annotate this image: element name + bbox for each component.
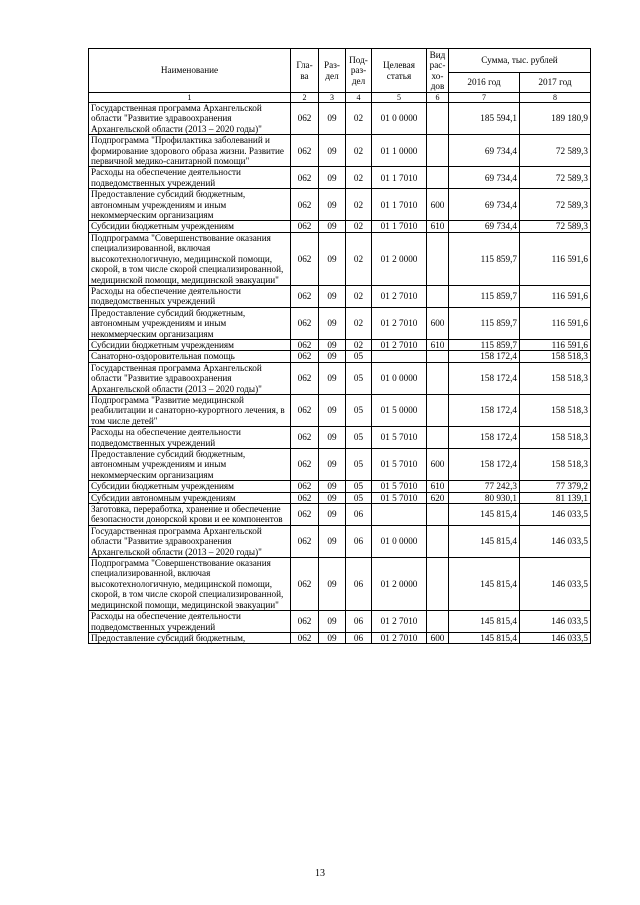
cell-y2016: 69 734,4	[449, 167, 520, 189]
cell-razdel: 09	[319, 135, 346, 167]
cell-razdel: 09	[319, 167, 346, 189]
cell-name: Расходы на обеспечение деятельности подведомственных учреждений	[89, 285, 291, 307]
cell-podrazdel: 02	[346, 285, 372, 307]
header-name: Наименование	[89, 49, 291, 93]
cell-razdel: 09	[319, 504, 346, 526]
cell-glava: 062	[291, 135, 319, 167]
cell-glava: 062	[291, 632, 319, 643]
cell-y2017: 77 379,2	[520, 481, 591, 492]
cell-y2017: 158 518,3	[520, 449, 591, 481]
cell-podrazdel: 05	[346, 362, 372, 394]
cell-target: 01 5 7010	[372, 481, 427, 492]
cell-y2017: 72 589,3	[520, 189, 591, 221]
cell-target: 01 0 0000	[372, 103, 427, 135]
cell-glava: 062	[291, 189, 319, 221]
cell-target: 01 0 0000	[372, 525, 427, 557]
cell-glava: 062	[291, 285, 319, 307]
cell-y2017: 158 518,3	[520, 427, 591, 449]
cell-vid	[427, 285, 449, 307]
cell-target: 01 1 7010	[372, 167, 427, 189]
cell-y2016: 158 172,4	[449, 449, 520, 481]
cell-target: 01 2 0000	[372, 558, 427, 611]
cell-vid	[427, 558, 449, 611]
cell-y2016: 115 859,7	[449, 285, 520, 307]
table-row	[89, 558, 591, 611]
cell-glava: 062	[291, 492, 319, 503]
cell-vid	[427, 167, 449, 189]
column-number: 6	[427, 93, 449, 103]
cell-glava: 062	[291, 362, 319, 394]
column-number: 7	[449, 93, 520, 103]
cell-name: Подпрограмма "Развитие медицинской реабилитации и санаторно-курортного лечения, в том числе детей"	[89, 394, 291, 426]
cell-glava: 062	[291, 611, 319, 633]
cell-podrazdel: 02	[346, 167, 372, 189]
cell-name: Государственная программа Архангельской области "Развитие здравоохранения Архангельской области (2013 – 2020 годы)"	[89, 525, 291, 557]
cell-name: Расходы на обеспечение деятельности подведомственных учреждений	[89, 167, 291, 189]
table-row	[89, 632, 591, 643]
header-sum: Сумма, тыс. рублей	[449, 49, 591, 73]
cell-podrazdel: 05	[346, 449, 372, 481]
cell-podrazdel: 06	[346, 611, 372, 633]
table-row	[89, 611, 591, 633]
cell-target: 01 2 7010	[372, 285, 427, 307]
cell-glava: 062	[291, 394, 319, 426]
cell-y2017: 116 591,6	[520, 232, 591, 285]
cell-vid	[427, 394, 449, 426]
cell-name: Государственная программа Архангельской области "Развитие здравоохранения Архангельской области (2013 – 2020 годы)"	[89, 362, 291, 394]
column-number: 2	[291, 93, 319, 103]
cell-y2016: 69 734,4	[449, 189, 520, 221]
cell-y2017: 158 518,3	[520, 394, 591, 426]
cell-vid	[427, 504, 449, 526]
cell-razdel: 09	[319, 558, 346, 611]
cell-y2016: 80 930,1	[449, 492, 520, 503]
cell-podrazdel: 05	[346, 351, 372, 362]
cell-name: Заготовка, переработка, хранение и обеспечение безопасности донорской крови и ее компонентов	[89, 504, 291, 526]
cell-razdel: 09	[319, 103, 346, 135]
cell-razdel: 09	[319, 221, 346, 232]
cell-y2016: 115 859,7	[449, 307, 520, 339]
header-2016: 2016 год	[449, 73, 520, 93]
cell-y2017: 189 180,9	[520, 103, 591, 135]
cell-vid: 600	[427, 632, 449, 643]
cell-razdel: 09	[319, 351, 346, 362]
cell-y2017: 146 033,5	[520, 611, 591, 633]
cell-name: Субсидии бюджетным учреждениям	[89, 339, 291, 350]
cell-name: Подпрограмма "Совершенствование оказания специализированной, включая высокотехнологичную, медицинской помощи, скорой, в том числе скорой специализированной, медицинской помощи, медицинской эвакуации"	[89, 232, 291, 285]
cell-vid	[427, 232, 449, 285]
cell-vid: 600	[427, 449, 449, 481]
column-number: 5	[372, 93, 427, 103]
cell-name: Санаторно-оздоровительная помощь	[89, 351, 291, 362]
column-number: 8	[520, 93, 591, 103]
cell-target: 01 5 7010	[372, 449, 427, 481]
cell-glava: 062	[291, 504, 319, 526]
cell-vid	[427, 362, 449, 394]
cell-name: Субсидии автономным учреждениям	[89, 492, 291, 503]
cell-y2017: 146 033,5	[520, 558, 591, 611]
cell-razdel: 09	[319, 611, 346, 633]
cell-podrazdel: 06	[346, 504, 372, 526]
cell-y2017: 72 589,3	[520, 221, 591, 232]
table-row	[89, 481, 591, 492]
cell-y2016: 158 172,4	[449, 394, 520, 426]
header-glava: Гла-ва	[291, 49, 319, 93]
cell-podrazdel: 02	[346, 307, 372, 339]
column-number: 3	[319, 93, 346, 103]
cell-name: Предоставление субсидий бюджетным,	[89, 632, 291, 643]
cell-vid: 600	[427, 189, 449, 221]
cell-name: Подпрограмма "Совершенствование оказания специализированной, включая высокотехнологичную, медицинской помощи, скорой, в том числе скорой специализированной, медицинской помощи, медицинской эвакуации"	[89, 558, 291, 611]
cell-glava: 062	[291, 307, 319, 339]
cell-target: 01 2 7010	[372, 307, 427, 339]
table-body	[89, 103, 591, 644]
cell-glava: 062	[291, 449, 319, 481]
cell-vid	[427, 135, 449, 167]
cell-target: 01 5 7010	[372, 492, 427, 503]
cell-y2017: 116 591,6	[520, 339, 591, 350]
cell-razdel: 09	[319, 427, 346, 449]
cell-razdel: 09	[319, 394, 346, 426]
cell-razdel: 09	[319, 525, 346, 557]
budget-table	[88, 48, 591, 644]
cell-target: 01 2 7010	[372, 632, 427, 643]
cell-razdel: 09	[319, 481, 346, 492]
cell-y2016: 69 734,4	[449, 221, 520, 232]
cell-name: Предоставление субсидий бюджетным, автономным учреждениям и иным некоммерческим организациям	[89, 449, 291, 481]
table-row	[89, 362, 591, 394]
table-row	[89, 135, 591, 167]
cell-y2017: 146 033,5	[520, 525, 591, 557]
cell-podrazdel: 06	[346, 558, 372, 611]
cell-vid: 600	[427, 307, 449, 339]
header-target: Целевая статья	[372, 49, 427, 93]
cell-y2017: 116 591,6	[520, 307, 591, 339]
header-vid: Вид рас-хо-дов	[427, 49, 449, 93]
cell-y2017: 72 589,3	[520, 167, 591, 189]
cell-name: Субсидии бюджетным учреждениям	[89, 481, 291, 492]
table-row	[89, 167, 591, 189]
header-podrazdel: Под-раз-дел	[346, 49, 372, 93]
cell-podrazdel: 02	[346, 135, 372, 167]
cell-glava: 062	[291, 427, 319, 449]
cell-y2016: 158 172,4	[449, 362, 520, 394]
cell-podrazdel: 06	[346, 632, 372, 643]
table-row	[89, 285, 591, 307]
cell-glava: 062	[291, 525, 319, 557]
cell-razdel: 09	[319, 632, 346, 643]
cell-razdel: 09	[319, 362, 346, 394]
cell-podrazdel: 06	[346, 525, 372, 557]
cell-razdel: 09	[319, 492, 346, 503]
cell-y2016: 185 594,1	[449, 103, 520, 135]
cell-glava: 062	[291, 339, 319, 350]
table-row	[89, 449, 591, 481]
cell-y2016: 145 815,4	[449, 632, 520, 643]
column-number: 1	[89, 93, 291, 103]
cell-y2017: 146 033,5	[520, 632, 591, 643]
cell-podrazdel: 05	[346, 427, 372, 449]
cell-glava: 062	[291, 167, 319, 189]
table-row	[89, 339, 591, 350]
cell-y2017: 158 518,3	[520, 362, 591, 394]
cell-name: Подпрограмма "Профилактика заболеваний и формирование здорового образа жизни. Развитие первичной медико-санитарной помощи"	[89, 135, 291, 167]
column-numbers-row	[89, 93, 591, 103]
cell-podrazdel: 02	[346, 221, 372, 232]
table-row	[89, 504, 591, 526]
cell-glava: 062	[291, 103, 319, 135]
cell-y2016: 145 815,4	[449, 525, 520, 557]
cell-y2017: 81 139,1	[520, 492, 591, 503]
cell-y2017: 146 033,5	[520, 504, 591, 526]
table-row	[89, 189, 591, 221]
cell-target: 01 5 0000	[372, 394, 427, 426]
cell-vid: 610	[427, 481, 449, 492]
cell-podrazdel: 05	[346, 394, 372, 426]
cell-podrazdel: 02	[346, 189, 372, 221]
table-row	[89, 525, 591, 557]
table-row	[89, 351, 591, 362]
table-row	[89, 394, 591, 426]
cell-vid: 620	[427, 492, 449, 503]
cell-y2016: 145 815,4	[449, 558, 520, 611]
table-row	[89, 492, 591, 503]
cell-target: 01 0 0000	[372, 362, 427, 394]
cell-y2017: 116 591,6	[520, 285, 591, 307]
cell-vid: 610	[427, 221, 449, 232]
cell-vid	[427, 611, 449, 633]
cell-podrazdel: 05	[346, 481, 372, 492]
cell-name: Расходы на обеспечение деятельности подведомственных учреждений	[89, 427, 291, 449]
cell-vid	[427, 351, 449, 362]
cell-target	[372, 351, 427, 362]
cell-target: 01 1 7010	[372, 189, 427, 221]
cell-target: 01 5 7010	[372, 427, 427, 449]
cell-y2016: 115 859,7	[449, 339, 520, 350]
cell-target: 01 2 0000	[372, 232, 427, 285]
cell-target: 01 2 7010	[372, 339, 427, 350]
column-number: 4	[346, 93, 372, 103]
cell-y2016: 115 859,7	[449, 232, 520, 285]
cell-name: Субсидии бюджетным учреждениям	[89, 221, 291, 232]
cell-y2017: 72 589,3	[520, 135, 591, 167]
cell-glava: 062	[291, 221, 319, 232]
cell-vid	[427, 103, 449, 135]
cell-razdel: 09	[319, 307, 346, 339]
cell-name: Государственная программа Архангельской области "Развитие здравоохранения Архангельской области (2013 – 2020 годы)"	[89, 103, 291, 135]
cell-y2016: 158 172,4	[449, 427, 520, 449]
cell-y2016: 69 734,4	[449, 135, 520, 167]
cell-glava: 062	[291, 351, 319, 362]
cell-target	[372, 504, 427, 526]
table-row	[89, 221, 591, 232]
cell-name: Предоставление субсидий бюджетным, автономным учреждениям и иным некоммерческим организациям	[89, 307, 291, 339]
cell-vid	[427, 427, 449, 449]
cell-y2017: 158 518,3	[520, 351, 591, 362]
cell-glava: 062	[291, 232, 319, 285]
cell-razdel: 09	[319, 189, 346, 221]
cell-podrazdel: 02	[346, 339, 372, 350]
cell-razdel: 09	[319, 285, 346, 307]
cell-podrazdel: 02	[346, 103, 372, 135]
cell-podrazdel: 02	[346, 232, 372, 285]
table-row	[89, 427, 591, 449]
table-row	[89, 232, 591, 285]
cell-glava: 062	[291, 481, 319, 492]
cell-razdel: 09	[319, 339, 346, 350]
table-row	[89, 307, 591, 339]
cell-vid: 610	[427, 339, 449, 350]
cell-razdel: 09	[319, 449, 346, 481]
page-number: 13	[315, 868, 325, 879]
cell-podrazdel: 05	[346, 492, 372, 503]
cell-name: Предоставление субсидий бюджетным, автономным учреждениям и иным некоммерческим организациям	[89, 189, 291, 221]
cell-target: 01 2 7010	[372, 611, 427, 633]
header-2017: 2017 год	[520, 73, 591, 93]
cell-y2016: 145 815,4	[449, 611, 520, 633]
cell-vid	[427, 525, 449, 557]
cell-target: 01 1 7010	[372, 221, 427, 232]
cell-name: Расходы на обеспечение деятельности подведомственных учреждений	[89, 611, 291, 633]
cell-y2016: 145 815,4	[449, 504, 520, 526]
cell-razdel: 09	[319, 232, 346, 285]
cell-glava: 062	[291, 558, 319, 611]
table-row	[89, 103, 591, 135]
cell-y2016: 158 172,4	[449, 351, 520, 362]
cell-y2016: 77 242,3	[449, 481, 520, 492]
cell-target: 01 1 0000	[372, 135, 427, 167]
header-razdel: Раз-дел	[319, 49, 346, 93]
